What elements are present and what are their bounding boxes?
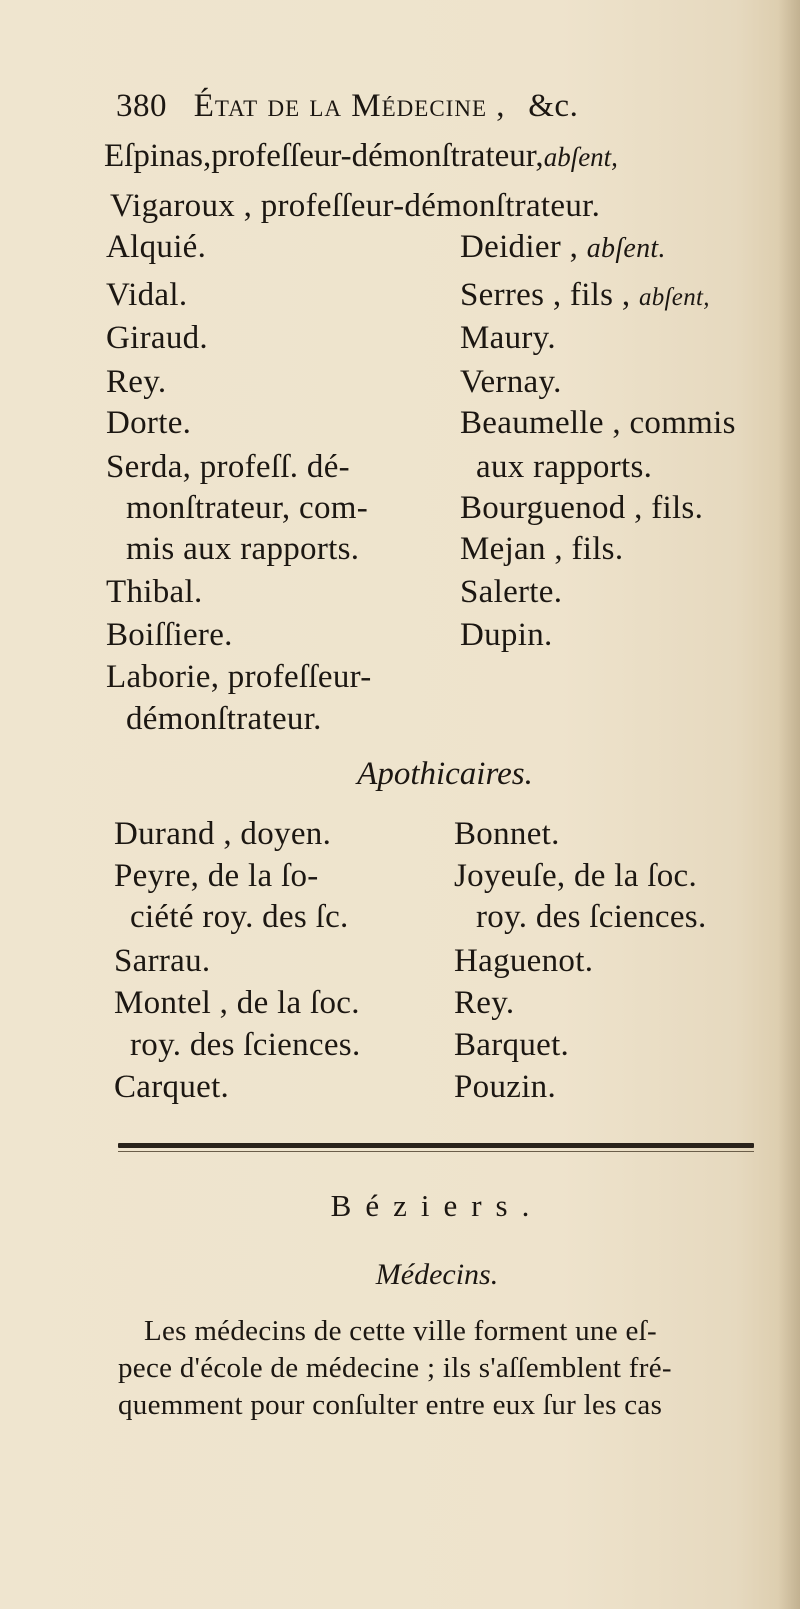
right-entry: Vernay. [460, 364, 562, 400]
section-title-apothicaires: Apothicaires. [357, 756, 533, 792]
left-entry: Serda, profeſſ. dé- [106, 449, 350, 485]
apothicaire-right: Joyeuſe, de la ſoc. [454, 858, 698, 894]
subheading-medecins: Médecins. [375, 1258, 499, 1291]
apothicaire-left: roy. des ſciences. [130, 1027, 361, 1063]
apothicaire-left: Carquet. [114, 1069, 230, 1105]
apothicaire-right: Barquet. [454, 1027, 570, 1063]
left-entry: Thibal. [106, 574, 203, 610]
running-title: État de la Médecine , [193, 88, 506, 124]
apothicaire-right: roy. des ſciences. [476, 899, 707, 935]
page-number: 380 [116, 88, 167, 124]
apothicaire-right: Haguenot. [454, 943, 594, 979]
entry-espinas-absent: abſent, [543, 142, 618, 172]
running-title-etc: &c. [528, 88, 579, 124]
right-entry-name: Serres , fils , [460, 277, 631, 313]
left-entry: mis aux rapports. [126, 531, 360, 567]
left-entry: démonſtrateur. [126, 701, 322, 737]
running-header [116, 88, 578, 125]
entry-espinas-text: Eſpinas,profeſſeur-démonſtrateur, [104, 138, 544, 174]
right-entry: Salerte. [460, 574, 563, 610]
left-entry: Laborie, profeſſeur- [106, 659, 372, 695]
paragraph-line: Les médecins de cette ville forment une eſ- [144, 1315, 657, 1347]
right-entry-note: abſent. [586, 233, 666, 264]
apothicaire-left: Montel , de la ſoc. [114, 985, 360, 1021]
right-entry [460, 277, 710, 316]
left-entry: monſtrateur, com- [126, 490, 369, 526]
right-entry-note: abſent, [638, 284, 710, 311]
right-entry [460, 229, 666, 267]
apothicaire-left: Durand , doyen. [114, 816, 332, 852]
left-entry: Boiſſiere. [106, 617, 233, 653]
entry-espinas [104, 138, 618, 175]
paragraph-line: pece d'école de médecine ; ils s'aſſemblent fré- [118, 1352, 672, 1384]
apothicaire-left: Sarrau. [114, 943, 211, 979]
left-entry: Vidal. [106, 277, 188, 313]
apothicaire-right: Pouzin. [454, 1069, 557, 1105]
apothicaire-left: ciété roy. des ſc. [130, 899, 349, 935]
right-entry: Beaumelle , commis [460, 405, 736, 441]
apothicaire-left: Peyre, de la ſo- [114, 858, 319, 894]
section-rule-thin [118, 1151, 754, 1152]
left-entry: Giraud. [106, 320, 208, 356]
right-entry-name: Deidier , [460, 229, 579, 265]
right-entry: Maury. [460, 320, 556, 356]
apothicaire-right: Bonnet. [454, 816, 560, 852]
left-entry: Alquié. [106, 229, 207, 265]
right-entry: Bourguenod , fils. [460, 490, 704, 526]
entry-vigaroux: Vigaroux , profeſſeur-démonſtrateur. [110, 188, 601, 224]
left-entry: Dorte. [106, 405, 192, 441]
left-entry: Rey. [106, 364, 167, 400]
right-entry: Dupin. [460, 617, 553, 653]
city-heading-beziers: Béziers. [330, 1188, 544, 1223]
paragraph-line: quemment pour conſulter entre eux ſur les cas [118, 1389, 663, 1421]
apothicaire-right: Rey. [454, 985, 515, 1021]
section-rule [118, 1143, 754, 1148]
right-entry: aux rapports. [476, 449, 653, 485]
right-entry: Mejan , fils. [460, 531, 624, 567]
